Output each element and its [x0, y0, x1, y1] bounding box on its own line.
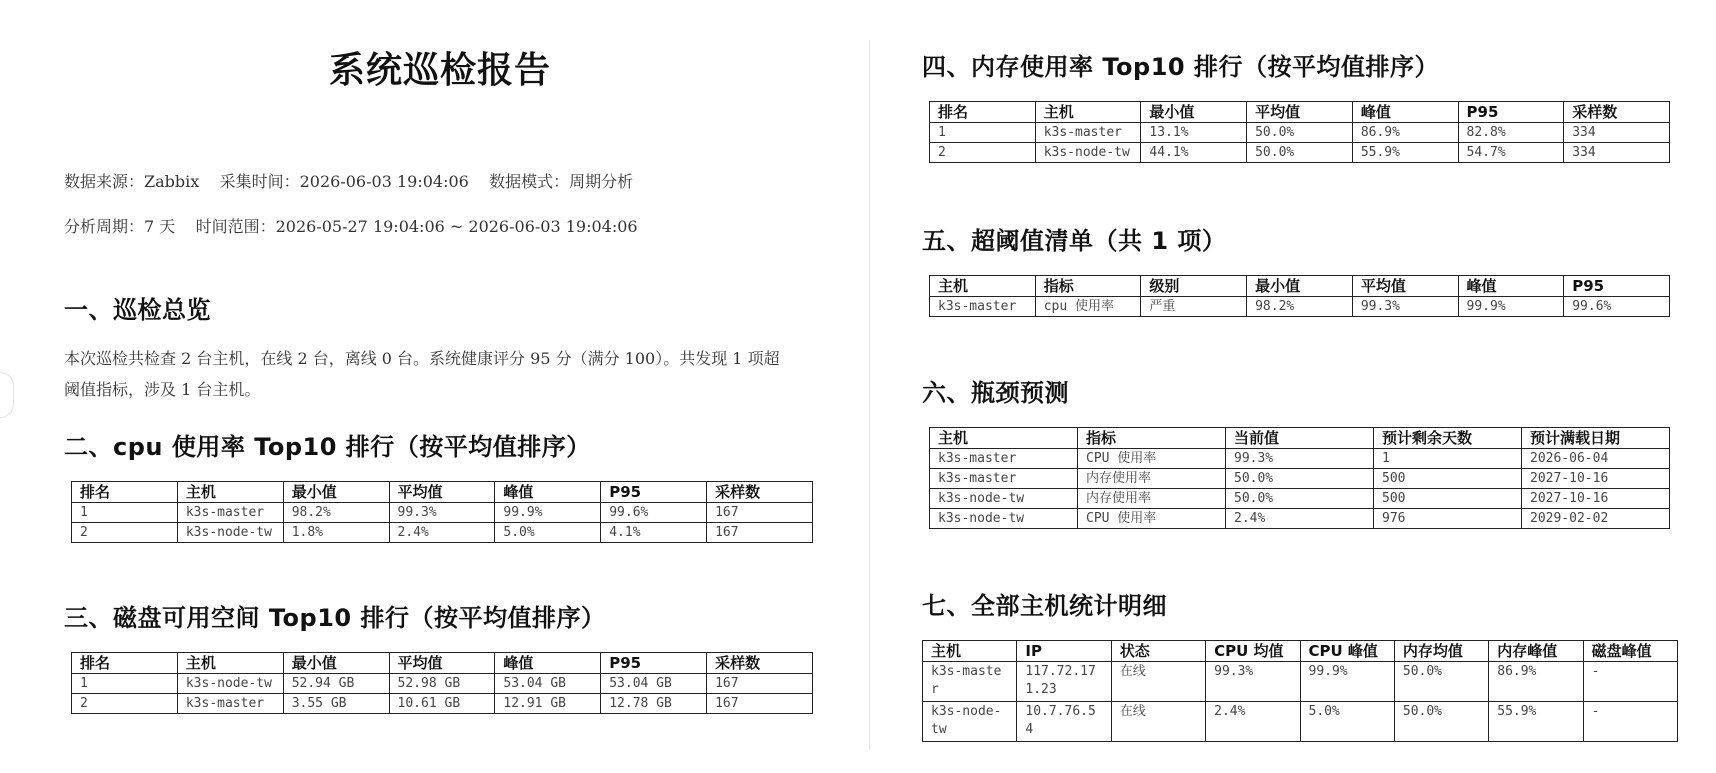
table-cell: 2.4% — [1206, 702, 1300, 742]
table-cell: 99.9% — [495, 503, 601, 523]
table-cell: k3s-node-tw — [1035, 143, 1141, 163]
column-header: 主机 — [923, 641, 1017, 662]
column-header: P95 — [601, 482, 707, 503]
table-cell: 1.8% — [283, 523, 389, 543]
heading-disk-top10: 三、磁盘可用空间 Top10 排行（按平均值排序） — [64, 604, 606, 632]
table-cell: 86.9% — [1352, 123, 1458, 143]
table-cell: 2027-10-16 — [1522, 489, 1670, 509]
column-header: P95 — [1458, 102, 1564, 123]
column-header: 磁盘峰值 — [1583, 641, 1677, 662]
table-cell: 99.3% — [389, 503, 495, 523]
column-header: 主机 — [177, 482, 283, 503]
table-row — [930, 143, 1670, 163]
table-cell: 2 — [72, 523, 178, 543]
table-cell: 4.1% — [601, 523, 707, 543]
table-header-row — [72, 482, 813, 503]
table-cell: k3s-master — [177, 694, 283, 714]
page-title: 系统巡检报告 — [328, 50, 551, 91]
column-header: 最小值 — [1141, 102, 1247, 123]
table-cell: 82.8% — [1458, 123, 1564, 143]
table-cell: 98.2% — [283, 503, 389, 523]
column-header: 内存均值 — [1394, 641, 1488, 662]
column-header: 预计剩余天数 — [1374, 428, 1522, 449]
table-cell: 50.0% — [1394, 662, 1488, 702]
table-row — [72, 694, 813, 714]
column-header: 最小值 — [1247, 276, 1353, 297]
table-row — [923, 662, 1678, 702]
table-row — [923, 702, 1678, 742]
table-cell: 334 — [1564, 143, 1670, 163]
table-cell: 99.3% — [1226, 449, 1374, 469]
column-header: 主机 — [930, 428, 1078, 449]
table-cell: 55.9% — [1352, 143, 1458, 163]
meta-line-source: 数据来源：Zabbix 采集时间：2026-06-03 19:04:06 数据模式：周期分析 — [64, 172, 634, 191]
table-cell: k3s-node-tw — [930, 509, 1078, 529]
column-header: 主机 — [1035, 102, 1141, 123]
table-cell: 50.0% — [1394, 702, 1488, 742]
table-row — [930, 123, 1670, 143]
table-cell: 99.6% — [601, 503, 707, 523]
column-header: 采样数 — [707, 653, 813, 674]
heading-bottleneck: 六、瓶颈预测 — [922, 379, 1069, 407]
table-cell: k3s-master — [177, 503, 283, 523]
table-cell: 99.9% — [1458, 297, 1564, 317]
table-cell: 500 — [1374, 489, 1522, 509]
table-cell: 53.04 GB — [495, 674, 601, 694]
host-details-table — [922, 640, 1678, 742]
column-header: 峰值 — [1458, 276, 1564, 297]
column-header: 指标 — [1078, 428, 1226, 449]
table-cell: 54.7% — [1458, 143, 1564, 163]
table-cell: 内存使用率 — [1078, 489, 1226, 509]
column-header: 排名 — [72, 653, 178, 674]
table-cell: 2027-10-16 — [1522, 469, 1670, 489]
table-header-row — [923, 641, 1678, 662]
table-cell: 99.3% — [1352, 297, 1458, 317]
heading-host-details: 七、全部主机统计明细 — [922, 592, 1167, 620]
table-cell: 1 — [72, 674, 178, 694]
heading-memory-top10: 四、内存使用率 Top10 排行（按平均值排序） — [922, 53, 1439, 81]
table-row — [930, 489, 1670, 509]
table-cell: 99.3% — [1206, 662, 1300, 702]
table-cell: 内存使用率 — [1078, 469, 1226, 489]
table-cell: 99.6% — [1564, 297, 1670, 317]
column-header: CPU 峰值 — [1300, 641, 1394, 662]
table-row — [930, 469, 1670, 489]
table-cell: 167 — [707, 523, 813, 543]
table-cell: 2.4% — [1226, 509, 1374, 529]
table-cell: 2026-06-04 — [1522, 449, 1670, 469]
threshold-table — [929, 275, 1670, 317]
table-row — [72, 674, 813, 694]
column-header: P95 — [601, 653, 707, 674]
table-cell: 1 — [72, 503, 178, 523]
table-row — [930, 509, 1670, 529]
table-cell: 334 — [1564, 123, 1670, 143]
table-cell: 5.0% — [1300, 702, 1394, 742]
table-row — [72, 523, 813, 543]
table-cell: 12.91 GB — [495, 694, 601, 714]
table-cell: 99.9% — [1300, 662, 1394, 702]
table-header-row — [930, 428, 1670, 449]
column-header: 内存峰值 — [1489, 641, 1583, 662]
bottleneck-table — [929, 427, 1670, 529]
table-header-row — [930, 276, 1670, 297]
column-header: 主机 — [930, 276, 1036, 297]
table-cell: k3s-master — [1035, 123, 1141, 143]
table-cell: 976 — [1374, 509, 1522, 529]
table-cell: 2.4% — [389, 523, 495, 543]
table-cell: k3s-master — [930, 449, 1078, 469]
column-header: 最小值 — [283, 482, 389, 503]
column-header: 平均值 — [389, 482, 495, 503]
table-cell: 52.98 GB — [389, 674, 495, 694]
column-header: CPU 均值 — [1206, 641, 1300, 662]
column-header: 平均值 — [1247, 102, 1353, 123]
column-header: 指标 — [1035, 276, 1141, 297]
column-header: 状态 — [1111, 641, 1205, 662]
table-cell: - — [1583, 702, 1677, 742]
table-cell: 52.94 GB — [283, 674, 389, 694]
table-cell: k3s-node-tw — [177, 523, 283, 543]
column-header: 峰值 — [495, 653, 601, 674]
column-header: 排名 — [72, 482, 178, 503]
table-cell: 167 — [707, 694, 813, 714]
column-divider — [869, 40, 870, 750]
table-row — [930, 449, 1670, 469]
table-cell: 55.9% — [1489, 702, 1583, 742]
table-cell: 12.78 GB — [601, 694, 707, 714]
table-cell: k3s-master — [930, 469, 1078, 489]
column-header: 当前值 — [1226, 428, 1374, 449]
table-cell: 53.04 GB — [601, 674, 707, 694]
column-header: 采样数 — [1564, 102, 1670, 123]
table-cell: 2029-02-02 — [1522, 509, 1670, 529]
table-cell: k3s-node-tw — [930, 489, 1078, 509]
column-header: 峰值 — [1352, 102, 1458, 123]
table-cell: 500 — [1374, 469, 1522, 489]
table-cell: 167 — [707, 503, 813, 523]
table-cell: k3s-node-tw — [923, 702, 1017, 742]
table-cell: cpu 使用率 — [1035, 297, 1141, 317]
disk-top10-table — [71, 652, 813, 714]
table-cell: CPU 使用率 — [1078, 509, 1226, 529]
table-cell: 50.0% — [1226, 469, 1374, 489]
table-cell: 1 — [1374, 449, 1522, 469]
table-cell: k3s-master — [930, 297, 1036, 317]
table-cell: 10.7.76.54 — [1017, 702, 1111, 742]
column-header: 采样数 — [707, 482, 813, 503]
table-cell: 10.61 GB — [389, 694, 495, 714]
table-cell: 1 — [930, 123, 1036, 143]
table-cell: 167 — [707, 674, 813, 694]
table-cell: 44.1% — [1141, 143, 1247, 163]
meta-line-period: 分析周期：7 天 时间范围：2026-05-27 19:04:06 ~ 2026-06-03 19:04:06 — [64, 217, 638, 236]
table-cell: 5.0% — [495, 523, 601, 543]
table-cell: 50.0% — [1247, 123, 1353, 143]
side-expand-handle[interactable] — [0, 372, 14, 418]
table-cell: CPU 使用率 — [1078, 449, 1226, 469]
table-cell: - — [1583, 662, 1677, 702]
table-cell: 50.0% — [1226, 489, 1374, 509]
table-cell: 2 — [72, 694, 178, 714]
column-header: 级别 — [1141, 276, 1247, 297]
table-header-row — [930, 102, 1670, 123]
table-cell: 98.2% — [1247, 297, 1353, 317]
column-header: IP — [1017, 641, 1111, 662]
column-header: 峰值 — [495, 482, 601, 503]
table-cell: k3s-node-tw — [177, 674, 283, 694]
heading-overview: 一、巡检总览 — [64, 296, 211, 324]
table-cell: 117.72.171.23 — [1017, 662, 1111, 702]
table-cell: 在线 — [1111, 662, 1205, 702]
table-header-row — [72, 653, 813, 674]
table-cell: 13.1% — [1141, 123, 1247, 143]
column-header: 最小值 — [283, 653, 389, 674]
column-header: 平均值 — [1352, 276, 1458, 297]
cpu-top10-table — [71, 481, 813, 543]
memory-top10-table — [929, 101, 1670, 163]
column-header: 平均值 — [389, 653, 495, 674]
heading-cpu-top10: 二、cpu 使用率 Top10 排行（按平均值排序） — [64, 433, 591, 461]
overview-paragraph: 本次巡检共检查 2 台主机，在线 2 台，离线 0 台。系统健康评分 95 分（满分 100）。共发现 1 项超阈值指标，涉及 1 台主机。 — [64, 349, 780, 399]
table-row — [72, 503, 813, 523]
column-header: 排名 — [930, 102, 1036, 123]
table-cell: 3.55 GB — [283, 694, 389, 714]
heading-threshold-list: 五、超阈值清单（共 1 项） — [922, 227, 1227, 255]
table-cell: 严重 — [1141, 297, 1247, 317]
table-cell: 在线 — [1111, 702, 1205, 742]
table-row — [930, 297, 1670, 317]
table-cell: 86.9% — [1489, 662, 1583, 702]
column-header: 预计满载日期 — [1522, 428, 1670, 449]
table-cell: k3s-master — [923, 662, 1017, 702]
column-header: P95 — [1564, 276, 1670, 297]
table-cell: 50.0% — [1247, 143, 1353, 163]
column-header: 主机 — [177, 653, 283, 674]
table-cell: 2 — [930, 143, 1036, 163]
